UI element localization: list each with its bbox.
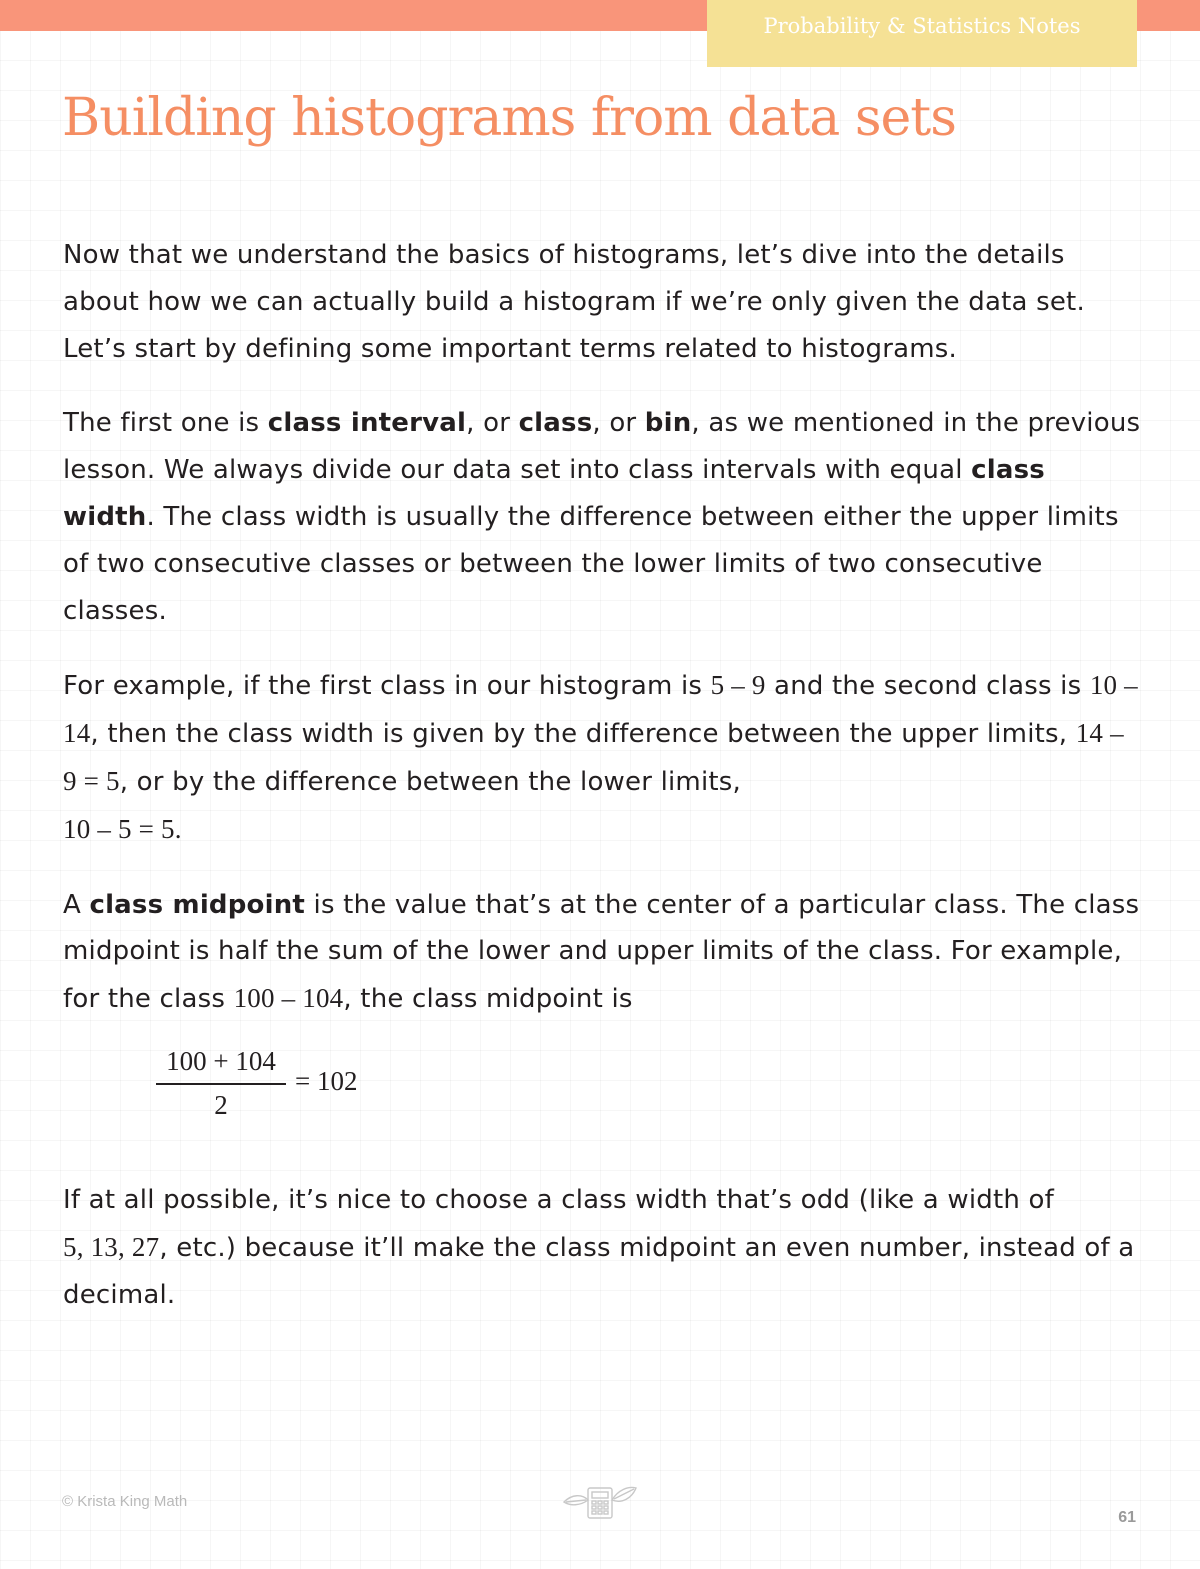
term-class: class <box>518 408 593 439</box>
text: and the second class is <box>765 671 1090 702</box>
footer-copyright: © Krista King Math <box>62 1493 188 1510</box>
term-class-interval: class interval <box>267 408 467 439</box>
text: , etc.) because it’ll make the class midpoint an even number, instead of a decimal. <box>63 1232 1135 1310</box>
paragraph-class-width-example <box>63 662 1143 853</box>
text: , or by the difference between the lower limits, <box>119 766 741 797</box>
text: A <box>63 889 90 920</box>
math-expression: 14 – 9 = 5 <box>63 718 1124 796</box>
term-bin: bin <box>644 408 692 439</box>
math-expression: 10 – 5 = 5 <box>63 813 175 844</box>
text: , then the class width is given by the difference between the upper limits, <box>90 719 1076 750</box>
calculator-leaves-icon <box>562 1480 638 1520</box>
text: is the value that’s at the center of a particular class. The class midpoint is half the sum of the lower and upper limits of the class. For example, for the class <box>63 889 1140 1015</box>
fraction-numerator: 100 + 104 <box>166 1045 276 1076</box>
paragraph-odd-width-tip <box>63 1177 1143 1318</box>
term-class-midpoint: class midpoint <box>89 889 306 920</box>
formula-result: = 102 <box>295 1065 358 1096</box>
text: , or <box>466 408 519 439</box>
main-content <box>63 232 1143 1346</box>
math-expression: 5, 13, 27 <box>63 1231 160 1262</box>
math-expression: 5 – 9 <box>710 670 766 701</box>
text: , or <box>592 408 645 439</box>
page-title: Building histograms from data sets <box>62 88 956 148</box>
paragraph-class-interval <box>63 400 1143 634</box>
math-expression: 10 – 14 <box>63 670 1138 749</box>
fraction-denominator: 2 <box>214 1089 228 1120</box>
text: For example, if the first class in our histogram is <box>63 671 711 702</box>
header-tab-label: Probability & Statistics Notes <box>763 14 1081 38</box>
text: , as we mentioned in the previous lesson. We always divide our data set into class intervals with equal <box>63 408 1141 486</box>
paragraph-class-midpoint <box>63 882 1143 1023</box>
term-class-width: class width <box>63 455 1045 532</box>
text: . <box>174 813 182 844</box>
midpoint-formula <box>156 1045 1143 1143</box>
text: . The class width is usually the difference between either the upper limits of two consecutive classes or between the lower limits of two consecutive classes. <box>63 501 1119 626</box>
text: The first one is <box>63 408 268 439</box>
text: , the class midpoint is <box>343 984 633 1015</box>
paragraph-intro: Now that we understand the basics of histograms, let’s dive into the details about how we can actually build a histogram if we’re only given the data set. Let’s start by defining some important terms related to histograms. <box>63 240 1085 364</box>
fraction-bar <box>156 1083 286 1085</box>
page-number: 61 <box>1118 1509 1136 1526</box>
header-tab <box>707 0 1137 67</box>
math-expression: 100 – 104 <box>233 983 344 1014</box>
text: If at all possible, it’s nice to choose a class width that’s odd (like a width of <box>63 1184 1054 1215</box>
